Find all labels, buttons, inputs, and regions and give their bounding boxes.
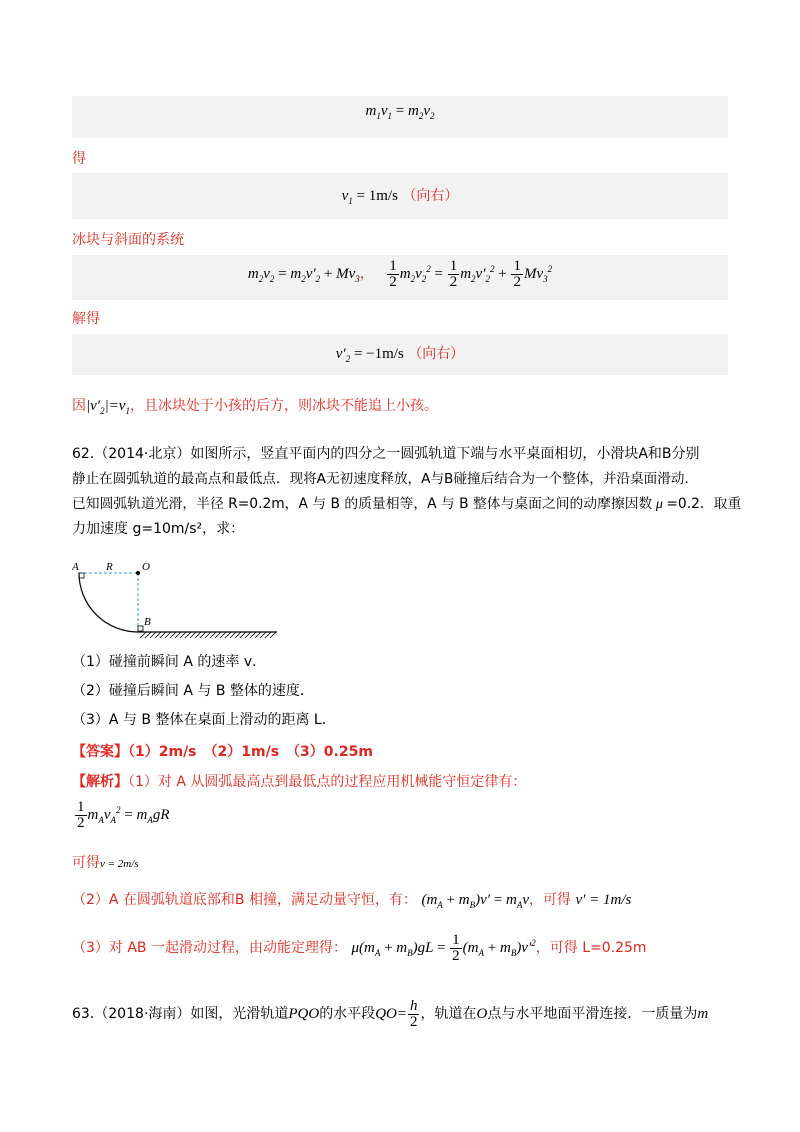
analysis-line-2: （2）A 在圆弧轨道底部和B 相撞，满足动量守恒，有： $(m_A + m_B)v' = m_Av$，可得 v′ = 1m/s (72, 892, 632, 910)
equation-v2prime: $v'_2 = -1m/s$ （向右） (335, 346, 465, 364)
conclusion-line: 因$|v'_2|=v_1$，且冰块处于小孩的后方，则冰块不能追上小孩。 (72, 398, 438, 416)
analysis-line-3: （3）对 AB 一起滑动过程，由动能定理得： $\mu(m_A + m_B)gL$ = $\frac{1}{2}$ $(m_A + m_B)v'^2$，可得 L=0.25m (72, 932, 647, 964)
label-de: 得 (72, 151, 86, 167)
energy-equation: $\frac{1}{2}$ $m_Av_A^2 = m_AgR$ (77, 799, 170, 831)
label-ice-slope-system: 冰块与斜面的系统 (72, 232, 184, 248)
equation-box-system (72, 255, 728, 300)
center-point-O (136, 571, 140, 575)
block-A (79, 573, 84, 578)
equation-box-v2prime (72, 334, 728, 375)
equation-system: $m_2v_2 = m_2v'_2 + Mv_3$， $\frac{1}{2}$ $m_2v_2^2$ = $\frac{1}{2}$ $m_2v'_2^2$ + $\frac{1}{2}$ $Mv_3^2$ (247, 258, 553, 290)
arc-track (79, 573, 138, 632)
sub-question-1: （1）碰撞前瞬间 A 的速率 v． (72, 654, 267, 670)
question-62-text: 62.（2014·北京）如图所示，竖直平面内的四分之一圆弧轨道下端与水平桌面相切，小滑块A和B分别 静止在圆弧轨道的最高点和最低点．现将A无初速度释放，A与B碰撞后结合为一个整体，并沿桌面滑动． 已知圆弧轨道光滑，半径 R=0.2m，A 与 B 的质量相等，A 与 B 整体与桌面之间的动摩擦因数 μ =0.2．取重 力加速度 g=10m/s²，求： (72, 446, 742, 537)
result-v: 可得v = 2m/s (72, 855, 139, 871)
question-63-text: 63.（2018·海南）如图，光滑轨道PQO的水平段QO= $\frac{h}{2}$ ，轨道在O点与水平地面平滑连接．一质量为m (72, 998, 709, 1031)
label-B: B (144, 616, 151, 628)
equation-v1: $v_1 = 1m/s$ （向右） (341, 188, 459, 206)
answer-line: 【答案】（1）2m/s （2）1m/s （3）0.25m (72, 744, 373, 760)
table-hatching (140, 632, 276, 638)
analysis-line-1: 【解析】（1）对 A 从圆弧最高点到最低点的过程应用机械能守恒定律有： (72, 774, 527, 790)
sub-question-3: （3）A 与 B 整体在桌面上滑动的距离 L． (72, 712, 336, 728)
equation-box-momentum (72, 96, 728, 138)
direction-note: （向右） (402, 188, 459, 204)
sub-question-2: （2）碰撞后瞬间 A 与 B 整体的速度． (72, 683, 314, 699)
equation-box-v1 (72, 173, 728, 219)
label-solve: 解得 (72, 311, 100, 327)
arc-track-figure (72, 560, 282, 640)
label-O: O (142, 561, 150, 573)
label-A: A (72, 561, 79, 573)
label-R: R (106, 561, 113, 573)
block-B (138, 626, 143, 631)
equation-momentum: $m_1v_1 = m_2v_2$ (365, 103, 435, 121)
